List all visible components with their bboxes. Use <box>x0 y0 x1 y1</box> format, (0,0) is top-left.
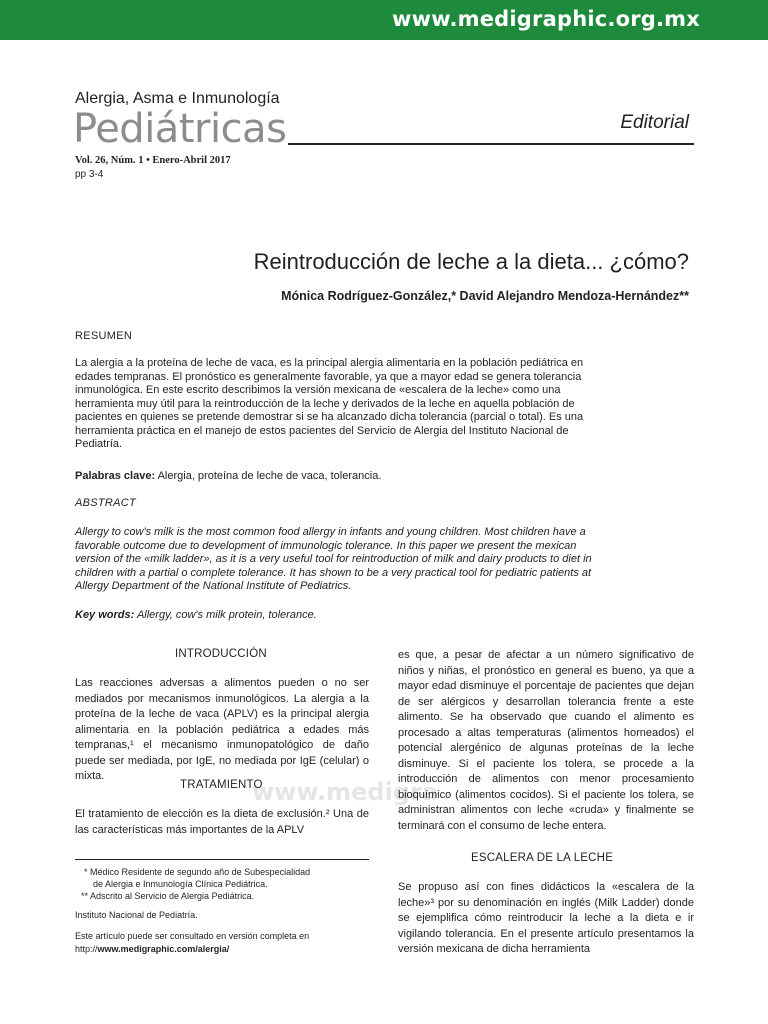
volume-info: Vol. 26, Núm. 1 • Enero-Abril 2017 <box>75 155 231 166</box>
right-column-text: es que, a pesar de afectar a un número significativo de niños y niñas, el pronóstico en general es bueno, ya que a mayor edad disminuye el porcentaje de pacientes que dejan de ser alérgicos y desarrollan tolerancia frente a este alimento. Se ha observado que cuando el alimento es procesado a altas temperaturas (alimentos horneados) el potencial alergénico de algunas proteínas de la leche disminuye. Si el paciente los tolera, se procede a la introducción de alimentos con menor procesamiento bioquímico (alimentos cocidos). Si el paciente los tolera, se administran alimentos con leche «cruda» y finalmente se terminará con el consumo de leche entera. <box>398 649 694 832</box>
footnote-1: * Médico Residente de segundo año de Subespecialidad <box>84 867 311 877</box>
journal-name-line1: Alergia, Asma e Inmunología <box>75 90 280 107</box>
footnote-2: ** Adscrito al Servicio de Alergia Pediátrica. <box>81 891 255 901</box>
web-link[interactable] <box>75 943 229 956</box>
watermark: www.medigra <box>252 778 438 806</box>
keywords-text: Alergia, proteína de leche de vaca, tolerancia. <box>155 470 382 482</box>
web-note: Este artículo puede ser consultado en versión completa en <box>75 931 310 941</box>
treatment-heading: TRATAMIENTO <box>180 779 263 791</box>
site-banner <box>0 0 768 40</box>
web-link-url[interactable]: www.medigraphic.com/alergia/ <box>97 944 230 954</box>
resumen-keywords <box>75 470 605 484</box>
key-words-text: Allergy, cow's milk protein, tolerance. <box>134 609 317 621</box>
ladder-text: Se propuso así con fines didácticos la «escalera de la leche»³ por su denominación en inglés (Milk Ladder) donde se ejemplifica cómo reintroducir la leche a la dieta e ir vigilando tolerancia. En el presente artículo presentamos la versión mexicana de dicha herramienta <box>398 881 694 955</box>
journal-name-line2: Pediátricas <box>73 106 287 152</box>
treatment-text: El tratamiento de elección es la dieta de exclusión.² Una de las características más importantes de la APLV <box>75 808 369 836</box>
page-range: pp 3-4 <box>75 169 104 180</box>
abstract-heading: ABSTRACT <box>75 497 137 509</box>
site-url[interactable]: www.medigraphic.org.mx <box>392 7 700 31</box>
resumen-heading: RESUMEN <box>75 330 133 342</box>
keywords-label: Palabras clave: <box>75 470 156 482</box>
resumen-text: La alergia a la proteína de leche de vaca, es la principal alergia alimentaria en la población pediátrica en edades tempranas. El pronóstico es generalmente favorable, ya que a mayor edad se genera tolerancia inmunológica. En este escrito describimos la versión mexicana de «escalera de la leche» como una herramienta muy útil para la reintroducción de la leche y derivados de la leche en aquella población de pacientes en quienes se pretende demostrar si se ha alcanzado dicha tolerancia (parcial o total). Es una herramienta práctica en el manejo de estos pacientes del Servicio de Alergia del Instituto Nacional de Pediatría. <box>75 357 584 450</box>
abstract-text: Allergy to cow's milk is the most common food allergy in infants and young children. Most children have a favorable outcome due to development of immunologic tolerance. In this paper we present the mexican version of the «milk ladder», as it is a very useful tool for reintroduction of milk and dairy products to diet in children with a partial o complete tolerance. It has shown to be a very practical tool for pediatric patients at Allergy Department of the National Institute of Pediatrics. <box>75 526 592 592</box>
section-label: Editorial <box>620 112 689 133</box>
header-rule <box>288 143 694 145</box>
article-authors: Mónica Rodríguez-González,* David Alejandro Mendoza-Hernández** <box>281 289 689 303</box>
institution-note: Instituto Nacional de Pediatría. <box>75 910 198 920</box>
footnote-1-cont: de Alergia e Inmunología Clínica Pediátrica. <box>93 879 268 889</box>
ladder-heading: ESCALERA DE LA LECHE <box>471 852 614 864</box>
web-link-prefix: http:// <box>75 944 98 954</box>
intro-text: Las reacciones adversas a alimentos pueden o no ser mediados por mecanismos inmunológicos. La alergia a la proteína de la leche de vaca (APLV) es la principal alergia alimentaria en la población pediátrica a edades más tempranas,¹ el mecanismo inmunopatológico de daño puede ser mediada, por IgE, no mediada por IgE (celular) o mixta. <box>75 677 369 782</box>
abstract-keywords <box>75 609 605 623</box>
article-title: Reintroducción de leche a la dieta... ¿cómo? <box>253 249 689 274</box>
intro-heading: INTRODUCCIÓN <box>175 648 267 660</box>
footnote-rule <box>75 859 369 860</box>
key-words-label: Key words: <box>75 609 135 621</box>
